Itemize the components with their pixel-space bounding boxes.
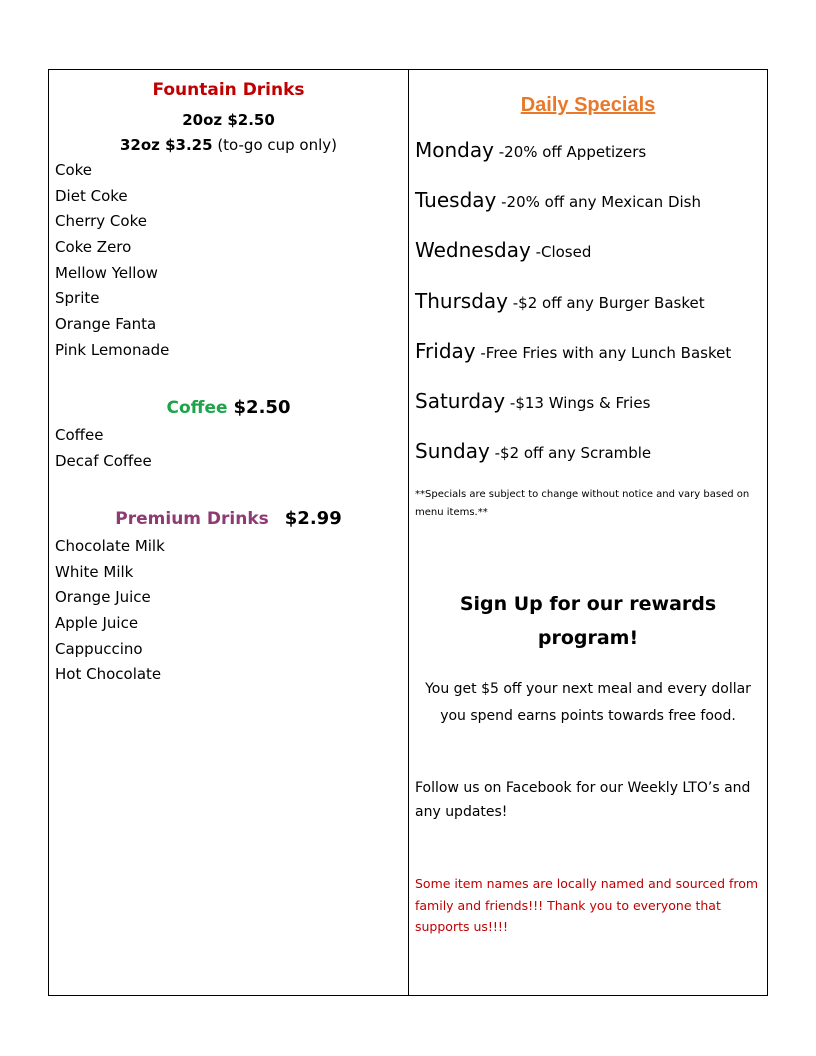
special-day: Sunday: [415, 439, 490, 464]
special-description: -20% off any Mexican Dish: [496, 193, 701, 212]
special-row-tuesday: [415, 188, 701, 212]
menu-item: Hot Chocolate: [55, 665, 162, 684]
menu-item: Coke Zero: [55, 238, 132, 257]
special-day: Tuesday: [415, 188, 497, 213]
special-row-monday: [415, 138, 646, 162]
menu-item: Decaf Coffee: [55, 451, 152, 470]
specials-column: [409, 70, 767, 995]
special-description: -$2 off any Scramble: [489, 444, 652, 463]
fountain-price-20oz: 20oz $2.50: [182, 111, 275, 129]
drinks-column: [49, 70, 409, 995]
menu-frame: [48, 69, 768, 996]
premium-price: $2.99: [284, 508, 342, 529]
rewards-description: You get $5 off your next meal and every dollar you spend earns points towards free food.: [425, 681, 751, 724]
special-description: -$2 off any Burger Basket: [508, 293, 705, 312]
fountain-drinks-list: [55, 158, 169, 364]
specials-disclaimer: **Specials are subject to change without notice and vary based on menu items.**: [415, 489, 750, 518]
facebook-follow-text: Follow us on Facebook for our Weekly LTO’s and any updates!: [415, 780, 751, 820]
special-description: -20% off Appetizers: [493, 143, 647, 161]
menu-item: Diet Coke: [55, 186, 128, 205]
special-row-friday: [415, 339, 731, 363]
coffee-heading: Coffee: [166, 398, 228, 418]
menu-item: Orange Fanta: [55, 315, 157, 334]
menu-item: Orange Juice: [55, 588, 151, 607]
menu-item: Cherry Coke: [55, 212, 147, 231]
fountain-price-32oz-value: 32oz $3.25: [119, 136, 213, 154]
special-day: Monday: [415, 138, 494, 162]
special-row-thursday: [415, 289, 705, 313]
menu-item: Coffee: [55, 426, 104, 444]
menu-item: Sprite: [55, 289, 100, 308]
menu-item: Pink Lemonade: [55, 340, 170, 359]
special-row-wednesday: [415, 238, 591, 262]
coffee-price: $2.50: [233, 397, 291, 418]
menu-item: Cappuccino: [55, 639, 143, 658]
coffee-heading-row: [49, 397, 408, 418]
rewards-heading: Sign Up for our rewards program!: [459, 593, 717, 649]
premium-heading-row: [49, 508, 408, 529]
special-description: -Free Fries with any Lunch Basket: [475, 343, 732, 362]
special-row-sunday: [415, 439, 651, 463]
special-description: -Closed: [530, 243, 592, 262]
menu-item: White Milk: [55, 562, 134, 581]
special-day: Thursday: [415, 288, 508, 313]
coffee-list: [55, 423, 152, 474]
special-row-saturday: [415, 389, 650, 413]
special-day: Saturday: [415, 389, 506, 413]
special-description: -$13 Wings & Fries: [505, 394, 651, 412]
fountain-price-32oz-note: (to-go cup only): [212, 136, 338, 154]
menu-item: Chocolate Milk: [55, 537, 165, 555]
daily-specials-title: Daily Specials: [520, 94, 656, 116]
local-names-note: Some item names are locally named and sourced from family and friends!!! Thank you to everyone that supports us!!!!: [415, 876, 759, 934]
special-day: Wednesday: [415, 238, 531, 263]
premium-drinks-list: [55, 534, 165, 688]
special-day: Friday: [415, 338, 476, 363]
menu-item: Apple Juice: [55, 614, 139, 633]
fountain-drinks-heading: Fountain Drinks: [152, 80, 305, 100]
fountain-price-32oz: [49, 136, 408, 154]
menu-item: Mellow Yellow: [55, 263, 158, 282]
menu-item: Coke: [55, 161, 93, 179]
premium-drinks-heading: Premium Drinks: [115, 509, 269, 529]
